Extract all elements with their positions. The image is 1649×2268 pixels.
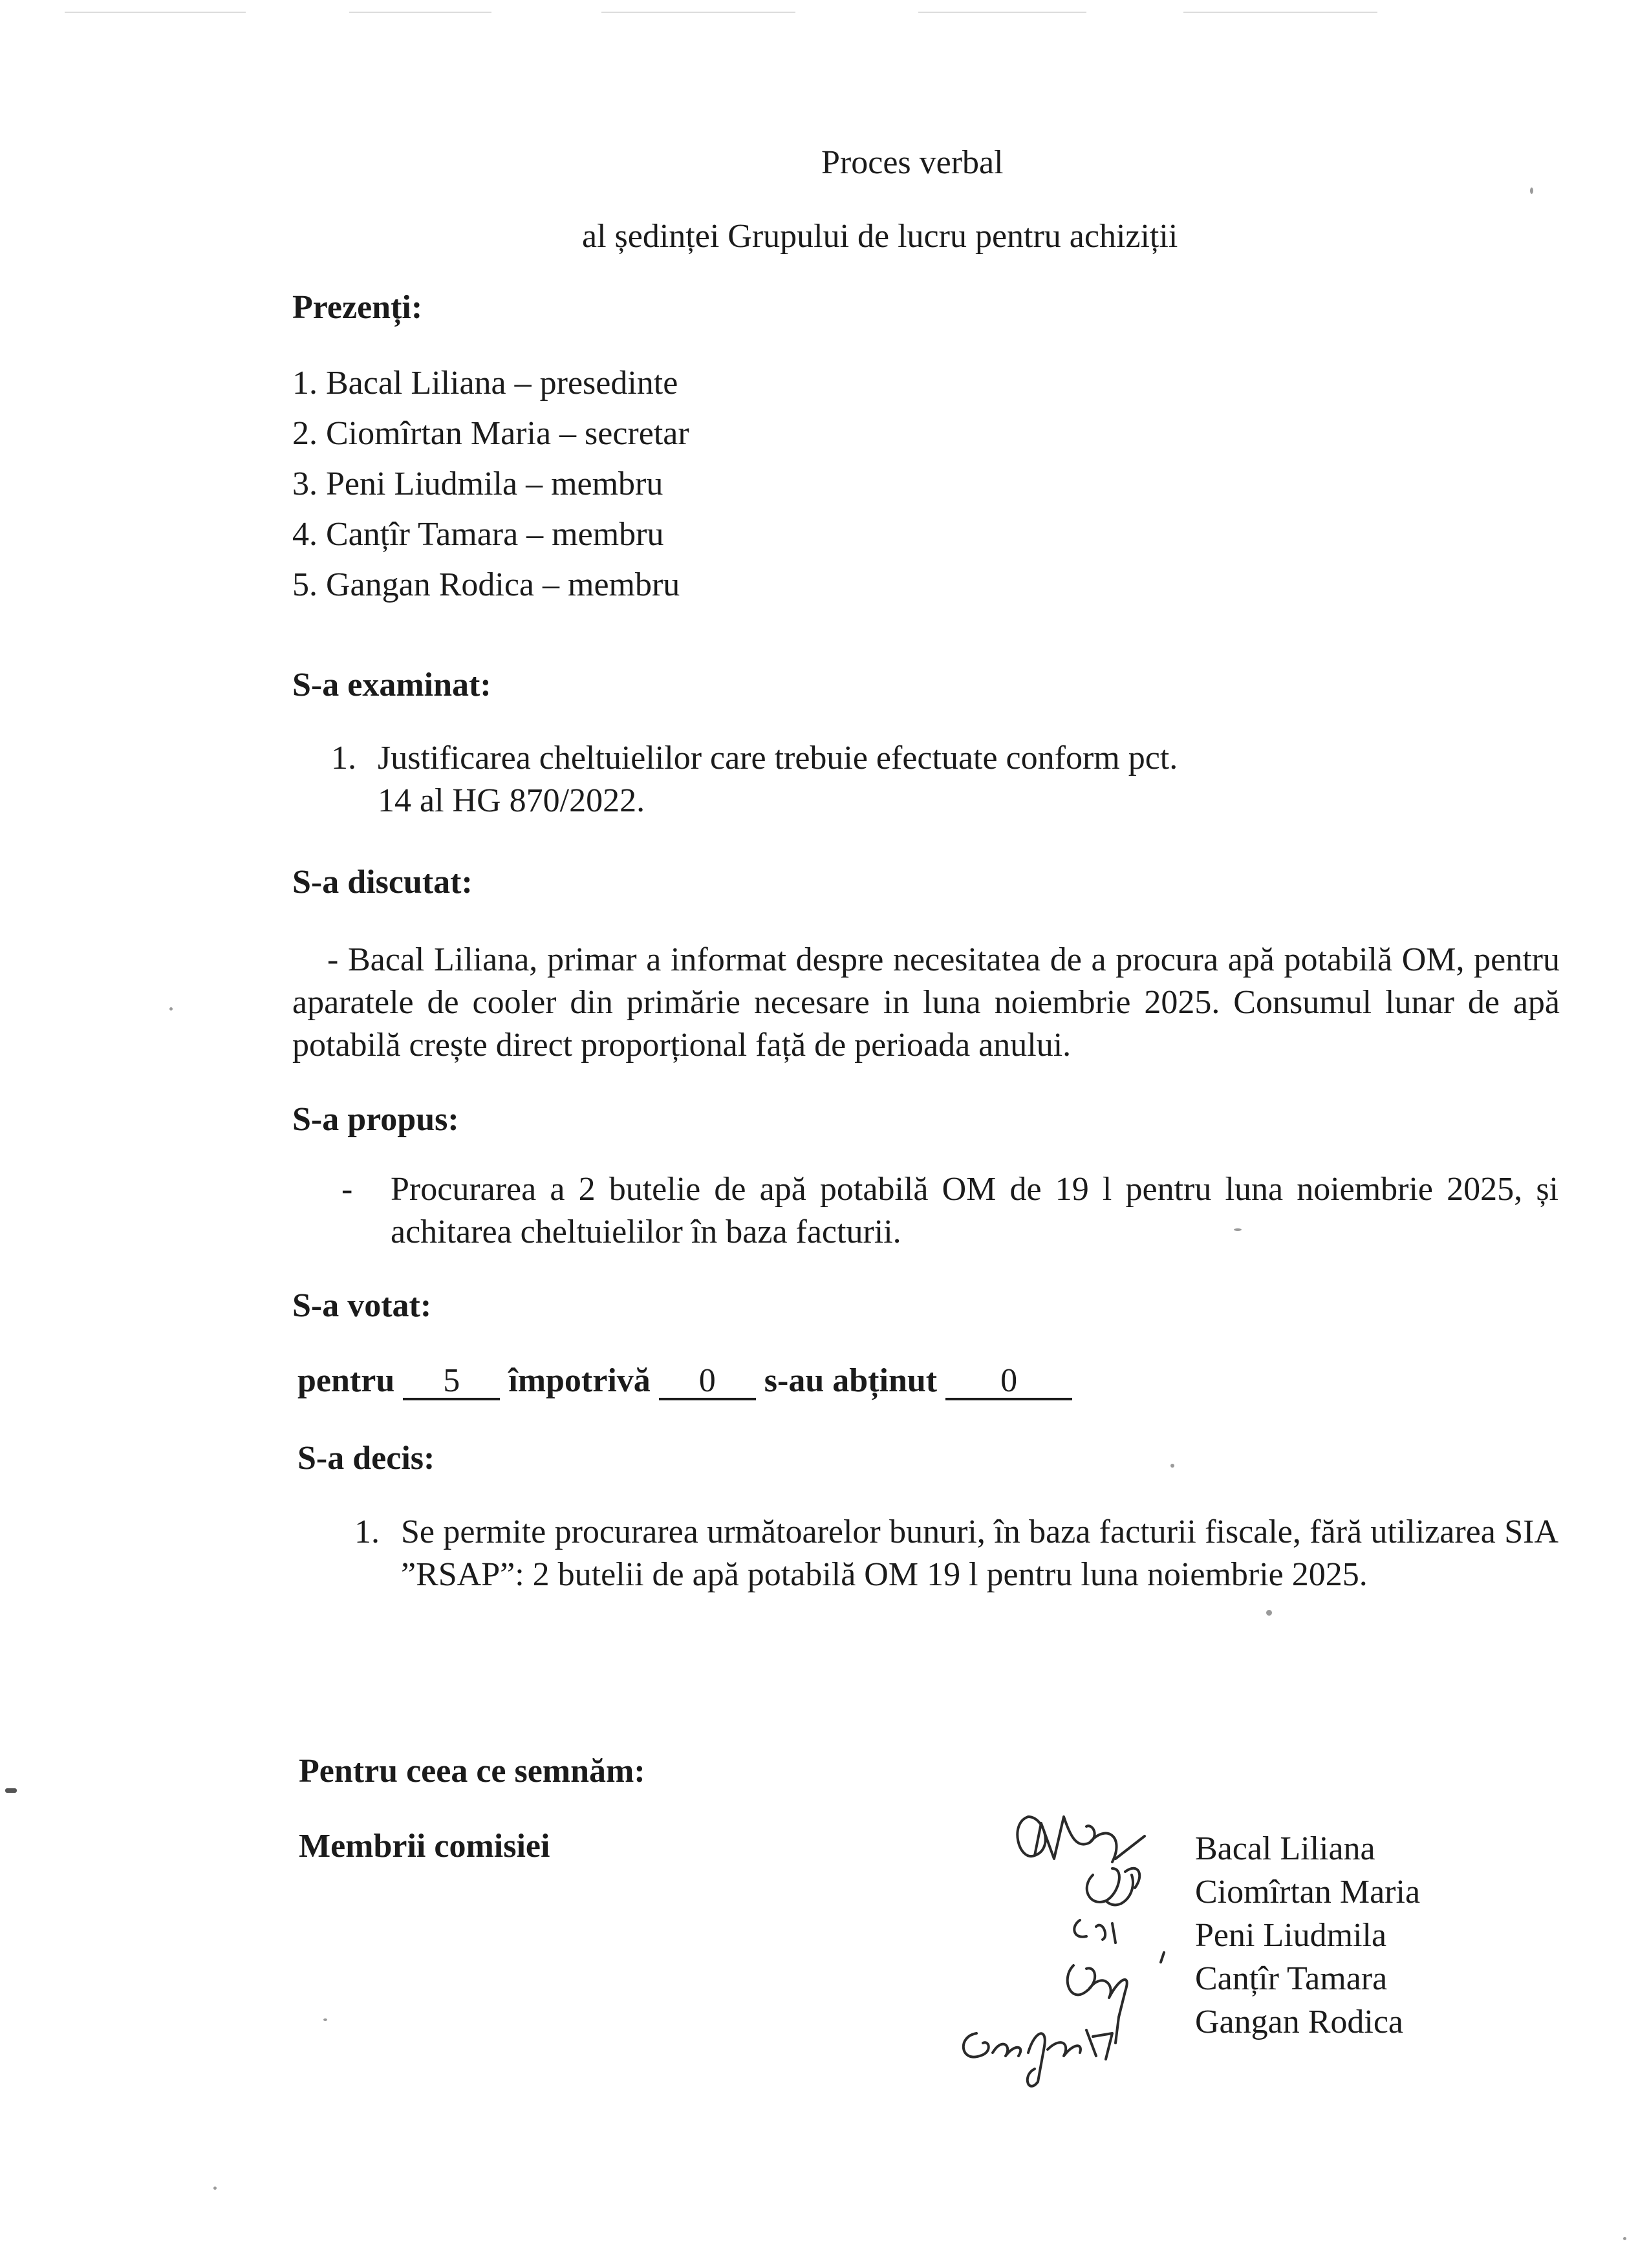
signatory-names xyxy=(1195,1827,1420,2044)
scan-speck xyxy=(1170,1464,1174,1468)
discussed-heading: S-a discutat: xyxy=(292,864,473,901)
vote-against-label: împotrivă xyxy=(508,1362,651,1399)
member-list-item: 1. Bacal Liliana – presedinte xyxy=(292,365,678,401)
vote-for-label: pentru xyxy=(297,1362,395,1399)
proposed-heading: S-a propus: xyxy=(292,1101,459,1138)
signatory-name: Bacal Liliana xyxy=(1195,1830,1375,1867)
signatory-name: Ciomîrtan Maria xyxy=(1195,1874,1421,1910)
vote-abstain-label: s-au abținut xyxy=(764,1362,938,1399)
member-list-item: 3. Peni Liudmila – membru xyxy=(292,465,663,502)
member-list-item: 2. Ciomîrtan Maria – secretar xyxy=(292,415,689,452)
member-list-item: 4. Canțîr Tamara – membru xyxy=(292,516,664,553)
signatory-name: Peni Liudmila xyxy=(1195,1917,1387,1954)
decided-text: Se permite procurarea următoarelor bunuri, în baza facturii fiscale, fără utilizarea SIA ”RSAP”: 2 butelii de apă potabilă OM 19 l pentru luna noiembrie 2025. xyxy=(401,1514,1558,1593)
voted-heading: S-a votat: xyxy=(292,1287,432,1324)
examined-heading: S-a examinat: xyxy=(292,667,491,703)
scan-artifact xyxy=(65,12,246,13)
document-title: Proces verbal xyxy=(821,144,1004,181)
vote-against-value: 0 xyxy=(659,1364,756,1400)
signatory-name: Gangan Rodica xyxy=(1195,2004,1404,2040)
scan-speck xyxy=(1623,2237,1626,2240)
vote-line xyxy=(297,1362,1072,1400)
proposed-text: Procurarea a 2 butelie de apă potabilă OM de 19 l pentru luna noiembrie 2025, și achitarea cheltuielilor în baza facturii. xyxy=(391,1171,1558,1250)
discussed-text: - Bacal Liliana, primar a informat despre necesitatea de a procura apă potabilă OM, pentru aparatele de cooler din primărie necesare in luna noiembrie 2025. Consumul lunar de apă potabilă crește direct proporțional față de perioada anului. xyxy=(292,941,1560,1064)
commission-label: Membrii comisiei xyxy=(299,1828,550,1865)
document-subtitle: al ședinței Grupului de lucru pentru achiziții xyxy=(582,218,1178,255)
scan-speck xyxy=(1530,187,1533,194)
decided-number: 1. xyxy=(354,1514,380,1550)
vote-abstain-value: 0 xyxy=(945,1364,1072,1400)
scan-artifact xyxy=(918,12,1086,13)
decided-heading: S-a decis: xyxy=(297,1440,435,1477)
scan-speck xyxy=(5,1788,17,1793)
scan-artifact xyxy=(1183,12,1377,13)
vote-for-value: 5 xyxy=(403,1364,500,1400)
member-list-item: 5. Gangan Rodica – membru xyxy=(292,566,680,603)
proposed-bullet: - xyxy=(341,1171,353,1208)
scan-speck xyxy=(213,2187,217,2190)
scan-speck xyxy=(169,1007,173,1011)
scan-speck xyxy=(1234,1228,1242,1231)
sign-line: Pentru ceea ce semnăm: xyxy=(299,1753,645,1790)
present-heading: Prezenți: xyxy=(292,289,423,326)
scan-artifact xyxy=(349,12,491,13)
examined-text: Justificarea cheltuielilor care trebuie efectuate conform pct. 14 al HG 870/2022. xyxy=(378,740,1178,819)
signatory-name: Canțîr Tamara xyxy=(1195,1960,1388,1997)
examined-number: 1. xyxy=(331,740,356,776)
scan-speck xyxy=(1266,1610,1272,1616)
signatures-image xyxy=(931,1797,1203,2095)
scan-speck xyxy=(323,2018,327,2021)
scan-artifact xyxy=(601,12,795,13)
